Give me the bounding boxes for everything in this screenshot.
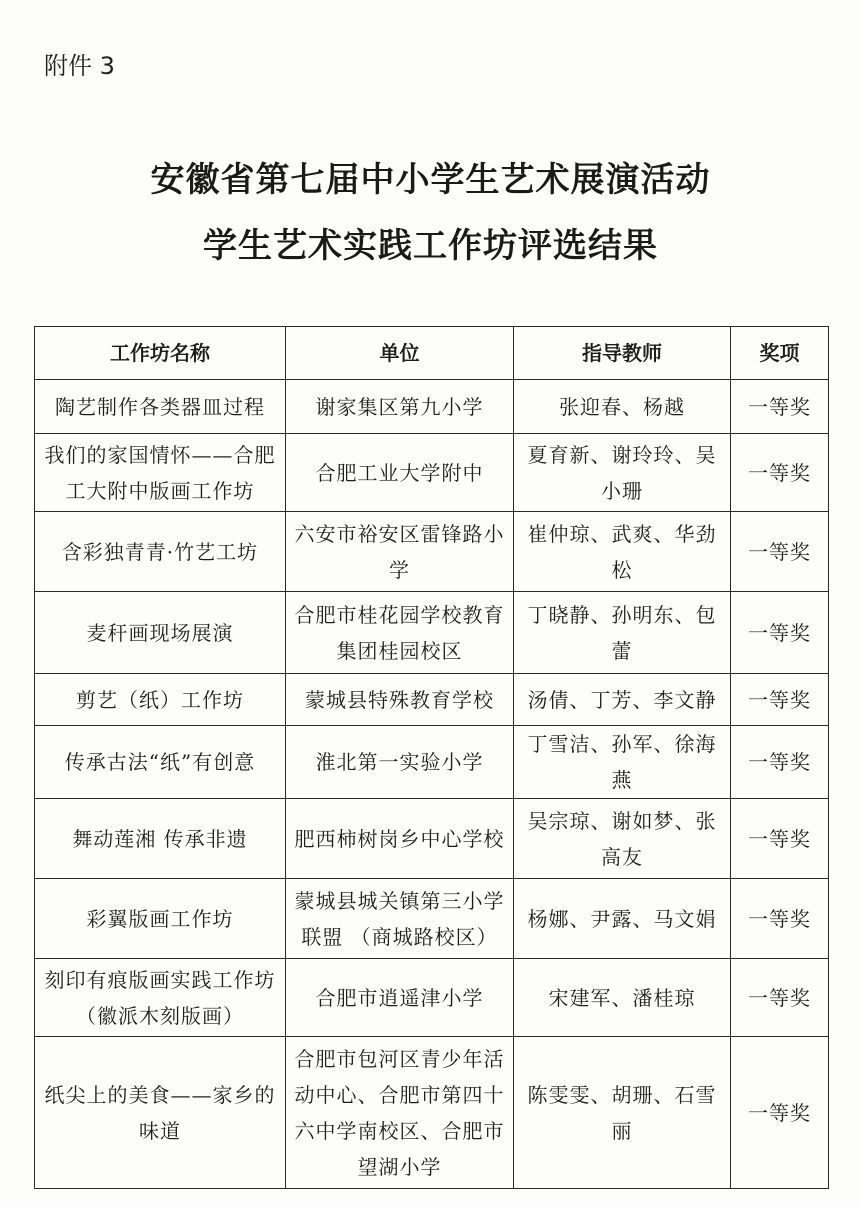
award-cell: 一等奖 — [731, 726, 829, 799]
award-cell: 一等奖 — [731, 879, 829, 959]
unit-cell: 蒙城县特殊教育学校 — [286, 674, 514, 726]
teachers-cell: 陈雯雯、胡珊、石雪丽 — [514, 1037, 731, 1189]
workshop-name-cell: 纸尖上的美食——家乡的味道 — [35, 1037, 286, 1189]
unit-cell: 淮北第一实验小学 — [286, 726, 514, 799]
teachers-cell: 夏育新、谢玲玲、吴小珊 — [514, 434, 731, 512]
unit-cell: 合肥市桂花园学校教育集团桂园校区 — [286, 592, 514, 674]
table-row — [35, 879, 829, 959]
workshop-name-cell: 彩翼版画工作坊 — [35, 879, 286, 959]
teachers-cell: 张迎春、杨越 — [514, 380, 731, 434]
workshop-name-cell: 含彩独青青·竹艺工坊 — [35, 512, 286, 592]
unit-cell: 谢家集区第九小学 — [286, 380, 514, 434]
teachers-cell: 吴宗琼、谢如梦、张高友 — [514, 799, 731, 879]
unit-cell: 蒙城县城关镇第三小学联盟 （商城路校区） — [286, 879, 514, 959]
teachers-cell: 汤倩、丁芳、李文静 — [514, 674, 731, 726]
unit-cell: 合肥工业大学附中 — [286, 434, 514, 512]
table-row — [35, 592, 829, 674]
table-row — [35, 959, 829, 1037]
table-row — [35, 380, 829, 434]
award-cell: 一等奖 — [731, 512, 829, 592]
workshop-name-cell: 陶艺制作各类器皿过程 — [35, 380, 286, 434]
award-cell: 一等奖 — [731, 959, 829, 1037]
award-cell: 一等奖 — [731, 380, 829, 434]
teachers-cell: 丁雪洁、孙军、徐海燕 — [514, 726, 731, 799]
teachers-cell: 杨娜、尹露、马文娟 — [514, 879, 731, 959]
table-row — [35, 674, 829, 726]
table-row — [35, 1037, 829, 1189]
award-cell: 一等奖 — [731, 592, 829, 674]
header-workshop-name: 工作坊名称 — [35, 327, 286, 380]
header-unit: 单位 — [286, 327, 514, 380]
workshop-name-cell: 麦秆画现场展演 — [35, 592, 286, 674]
document-title-line-1: 安徽省第七届中小学生艺术展演活动 — [150, 160, 711, 200]
header-teachers: 指导教师 — [514, 327, 731, 380]
award-cell: 一等奖 — [731, 1037, 829, 1189]
workshop-name-cell: 刻印有痕版画实践工作坊（徽派木刻版画） — [35, 959, 286, 1037]
table-row — [35, 434, 829, 512]
workshop-name-cell: 剪艺（纸）工作坊 — [35, 674, 286, 726]
document-title-line-2: 学生艺术实践工作坊评选结果 — [203, 226, 658, 266]
unit-cell: 六安市裕安区雷锋路小学 — [286, 512, 514, 592]
workshop-name-cell: 舞动莲湘 传承非遗 — [35, 799, 286, 879]
teachers-cell: 丁晓静、孙明东、包蕾 — [514, 592, 731, 674]
table-row — [35, 799, 829, 879]
results-table — [34, 326, 829, 1189]
award-cell: 一等奖 — [731, 434, 829, 512]
award-cell: 一等奖 — [731, 674, 829, 726]
teachers-cell: 宋建军、潘桂琼 — [514, 959, 731, 1037]
table-header-row — [35, 327, 829, 380]
unit-cell: 合肥市逍遥津小学 — [286, 959, 514, 1037]
teachers-cell: 崔仲琼、武爽、华劲松 — [514, 512, 731, 592]
attachment-label: 附件 3 — [44, 52, 115, 80]
unit-cell: 合肥市包河区青少年活动中心、合肥市第四十六中学南校区、合肥市望湖小学 — [286, 1037, 514, 1189]
workshop-name-cell: 我们的家国情怀——合肥工大附中版画工作坊 — [35, 434, 286, 512]
unit-cell: 肥西柿树岗乡中心学校 — [286, 799, 514, 879]
table-row — [35, 726, 829, 799]
header-award: 奖项 — [731, 327, 829, 380]
award-cell: 一等奖 — [731, 799, 829, 879]
table-row — [35, 512, 829, 592]
workshop-name-cell: 传承古法“纸”有创意 — [35, 726, 286, 799]
